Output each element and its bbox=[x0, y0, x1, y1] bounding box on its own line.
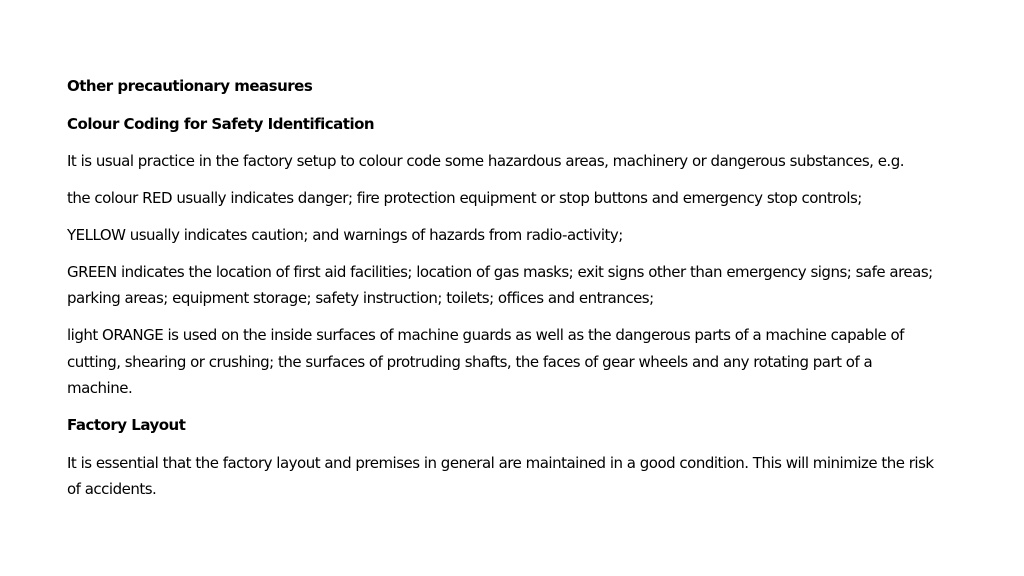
paragraph-orange: light ORANGE is used on the inside surfaces of machine guards as well as the dangerous parts of a machine capable of cutting, shearing or crushing; the surfaces of protruding shafts, the faces of gear wheels and any rotating part of a machine. bbox=[67, 325, 904, 398]
paragraph-yellow: YELLOW usually indicates caution; and warnings of hazards from radio-activity; bbox=[67, 225, 623, 244]
paragraph-factory-layout: It is essential that the factory layout and premises in general are maintained in a good condition. This will minimize the risk of accidents. bbox=[67, 453, 934, 499]
heading-factory-layout: Factory Layout bbox=[67, 416, 186, 435]
heading-colour-coding: Colour Coding for Safety Identification bbox=[67, 114, 375, 133]
paragraph-green: GREEN indicates the location of first aid facilities; location of gas masks; exit signs other than emergency signs; safe areas; parking areas; equipment storage; safety instruction; toilets; offices and entrances; bbox=[67, 262, 933, 308]
paragraph-intro: It is usual practice in the factory setup to colour code some hazardous areas, machinery or dangerous substances, e.g. bbox=[67, 152, 904, 171]
paragraph-red: the colour RED usually indicates danger; fire protection equipment or stop buttons and emergency stop controls; bbox=[67, 189, 862, 208]
heading-other-precautionary-measures: Other precautionary measures bbox=[67, 77, 313, 95]
